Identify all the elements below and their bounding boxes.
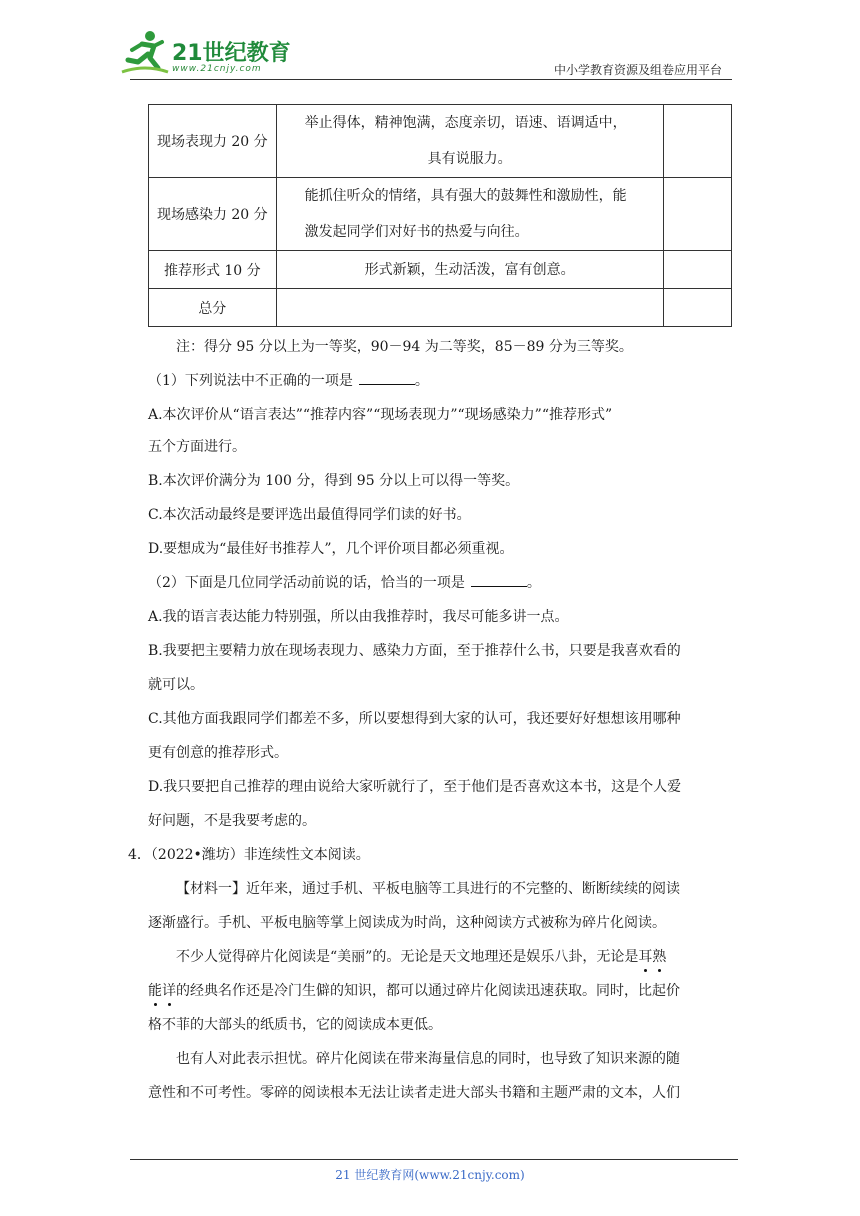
text-span: 的经典名作还是冷门生僻的知识，都可以通过碎片化阅读迅速获取。同时，比起价 <box>176 983 680 999</box>
emphasis-text: 能 <box>148 983 162 999</box>
emphasis-char <box>148 983 162 999</box>
option-c: C.本次活动最终是要评选出最值得同学们读的好书。 <box>148 507 471 523</box>
answer-blank[interactable] <box>471 573 527 587</box>
question-end: 。 <box>526 575 541 591</box>
criteria-line: 激发起同学们对好书的热爱与向往。 <box>304 224 529 240</box>
option-d: D.要想成为“最佳好书推荐人”，几个评价项目都必须重视。 <box>148 541 514 557</box>
table-cell-criteria <box>276 105 663 178</box>
question-text: （1）下列说法中不正确的一项是 <box>148 373 353 389</box>
question-2 <box>148 572 541 592</box>
emphasis-char <box>638 949 652 965</box>
option-b: B.我要把主要精力放在现场表现力、感染力方面，至于推荐什么书，只要是我喜欢看的 <box>148 643 681 659</box>
option-d: D.我只要把自己推荐的理由说给大家听就行了，至于他们是否喜欢这本书，这是个人爱 <box>148 779 682 795</box>
answer-blank[interactable] <box>359 371 415 385</box>
option-b-cont: 就可以。 <box>148 677 204 693</box>
paragraph-line: 也有人对此表示担忧。碎片化阅读在带来海量信息的同时，也导致了知识来源的随 <box>176 1051 680 1067</box>
page-header <box>0 0 860 90</box>
table-cell-item: 现场感染力 20 分 <box>149 178 277 251</box>
table-cell-criteria <box>276 289 663 327</box>
table-cell-item: 总分 <box>149 289 277 327</box>
paragraph-line: 意性和不可考性。零碎的阅读根本无法让读者走进大部头书籍和主题严肃的文本，人们 <box>148 1085 680 1101</box>
option-a: A.本次评价从“语言表达”“推荐内容”“现场表现力”“现场感染力”“推荐形式” <box>148 407 613 423</box>
table-cell-criteria <box>276 178 663 251</box>
criteria-line: 能抓住听众的情绪，具有强大的鼓舞性和激励性，能 <box>304 188 627 204</box>
table-cell-score <box>663 289 731 327</box>
option-d-cont: 好问题，不是我要考虑的。 <box>148 813 316 829</box>
table-cell-item: 现场表现力 20 分 <box>149 105 277 178</box>
question-text: （2）下面是几位同学活动前说的话，恰当的一项是 <box>148 575 465 591</box>
table-cell-score <box>663 178 731 251</box>
paragraph-line <box>176 946 666 966</box>
emphasis-char <box>162 983 176 999</box>
header-divider <box>130 79 732 80</box>
option-a-cont: 五个方面进行。 <box>148 439 246 455</box>
criteria-line: 具有说服力。 <box>427 151 512 167</box>
option-a: A.我的语言表达能力特别强，所以由我推荐时，我尽可能多讲一点。 <box>148 609 569 625</box>
emphasis-char <box>652 949 666 965</box>
table-cell-score <box>663 251 731 289</box>
emphasis-text: 熟 <box>652 949 667 965</box>
paragraph-line <box>148 980 680 1000</box>
option-c: C.其他方面我跟同学们都差不多，所以要想得到大家的认可，我还要好好想想该用哪种 <box>148 711 681 727</box>
emphasis-dot <box>644 969 647 972</box>
emphasis-dot <box>154 1003 157 1006</box>
emphasis-dot <box>658 969 661 972</box>
score-note: 注：得分 95 分以上为一等奖，90－94 为二等奖，85－89 分为三等奖。 <box>176 339 633 355</box>
table-cell-criteria: 形式新颖，生动活泼，富有创意。 <box>276 251 663 289</box>
table-row <box>149 289 732 327</box>
material-1-line: 逐渐盛行。手机、平板电脑等掌上阅读成为时尚，这种阅读方式被称为碎片化阅读。 <box>148 915 666 931</box>
option-b: B.本次评价满分为 100 分，得到 95 分以上可以得一等奖。 <box>148 473 520 489</box>
emphasis-dot <box>168 1003 171 1006</box>
question-1 <box>148 370 429 390</box>
runner-icon <box>120 28 170 78</box>
header-tagline: 中小学教育资源及组卷应用平台 <box>553 63 722 77</box>
emphasis-text: 耳 <box>638 949 653 965</box>
page-footer: 21 世纪教育网(www.21cnjy.com) <box>335 1168 525 1182</box>
table-row <box>149 251 732 289</box>
material-1-line: 【材料一】近年来，通过手机、平板电脑等工具进行的不完整的、断断续续的阅读 <box>176 881 680 897</box>
text-span: 不少人觉得碎片化阅读是“美丽”的。无论是天文地理还是娱乐八卦，无论是 <box>176 949 639 965</box>
table-cell-item: 推荐形式 10 分 <box>149 251 277 289</box>
logo-url: www.21cnjy.com <box>172 64 262 74</box>
table-row <box>149 105 732 178</box>
table-cell-score <box>663 105 731 178</box>
emphasis-text: 详 <box>162 983 176 999</box>
site-logo <box>120 28 290 82</box>
question-end: 。 <box>414 373 429 389</box>
footer-divider <box>130 1159 738 1160</box>
question-4: 4．（2022•潍坊）非连续性文本阅读。 <box>128 847 370 863</box>
table-row <box>149 178 732 251</box>
criteria-line: 举止得体，精神饱满，态度亲切，语速、语调适中， <box>304 115 627 131</box>
evaluation-table <box>148 104 732 327</box>
option-c-cont: 更有创意的推荐形式。 <box>148 745 288 761</box>
logo-text: 21世纪教育 <box>172 41 291 66</box>
paragraph-line: 格不菲的大部头的纸质书，它的阅读成本更低。 <box>148 1017 442 1033</box>
